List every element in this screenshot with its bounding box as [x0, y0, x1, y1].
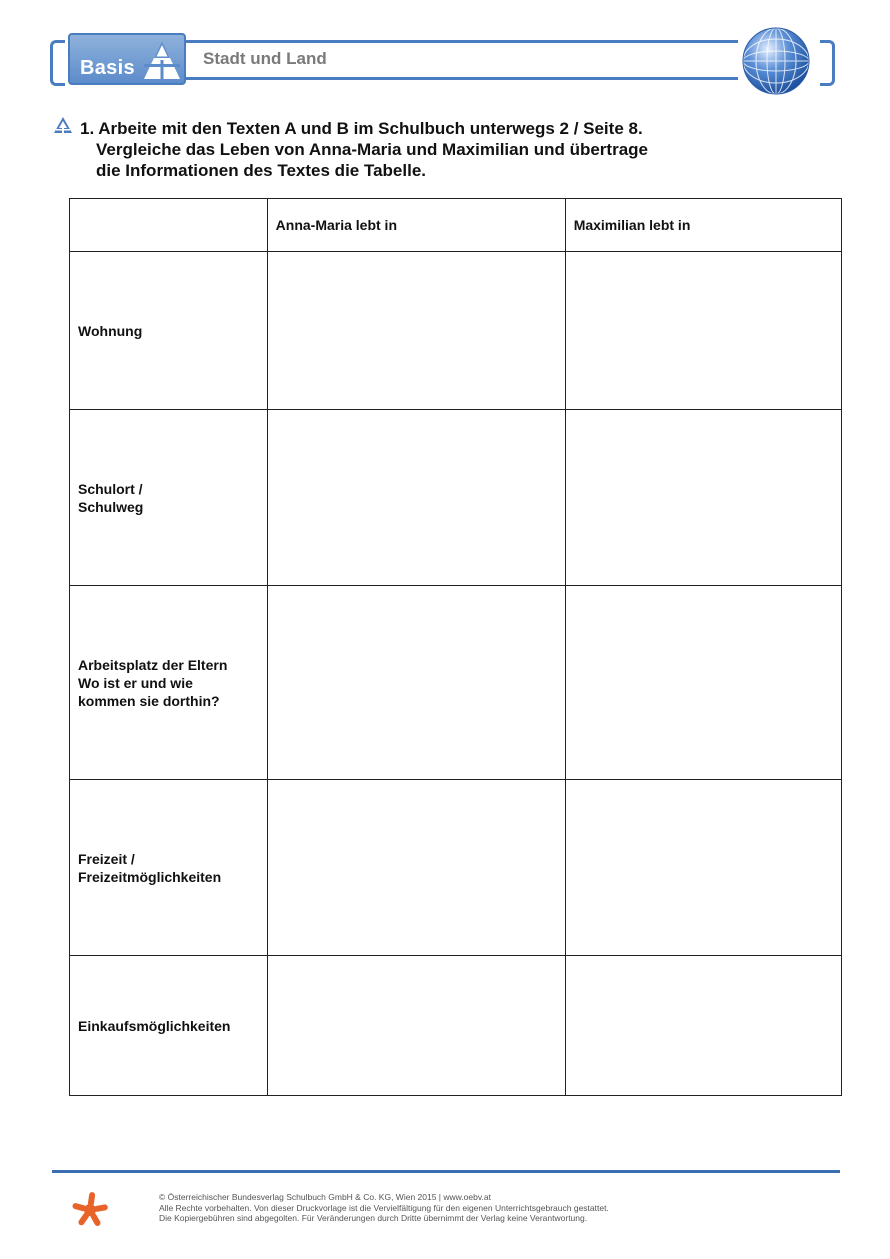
row-label-line: Arbeitsplatz der Eltern [78, 656, 228, 673]
header-cell-maximilian: Maximilian lebt in [565, 199, 841, 252]
row-label [70, 586, 268, 780]
footer-line: © Österreichischer Bundesverlag Schulbuch GmbH & Co. KG, Wien 2015 | www.oebv.at [159, 1192, 491, 1202]
row-label-line: kommen sie dorthin? [78, 692, 220, 709]
answer-cell-anna-maria[interactable] [267, 410, 565, 586]
basis-badge [68, 33, 186, 85]
answer-cell-maximilian[interactable] [565, 956, 841, 1096]
row-label [70, 410, 268, 586]
publisher-logo-icon [70, 1190, 110, 1230]
answer-cell-maximilian[interactable] [565, 252, 841, 410]
badge-label: Basis [80, 57, 135, 79]
task-line: Vergleiche das Leben von Anna-Maria und Maximilian und übertrage [96, 140, 648, 159]
answer-cell-maximilian[interactable] [565, 780, 841, 956]
header-cell-empty [70, 199, 268, 252]
table-row [70, 586, 842, 780]
answer-cell-anna-maria[interactable] [267, 780, 565, 956]
row-label [70, 780, 268, 956]
table-row [70, 956, 842, 1096]
footer-line: Alle Rechte vorbehalten. Von dieser Druckvorlage ist die Vervielfältigung für den eigenen Unterrichtsgebrauch gestattet. [159, 1202, 609, 1213]
row-label-line: Schulort / [78, 480, 143, 497]
footer-rule [52, 1170, 840, 1173]
task-line: die Informationen des Textes die Tabelle. [96, 161, 427, 180]
header-rule-bottom [186, 77, 738, 80]
row-label [70, 252, 268, 410]
row-label-line: Wo ist er und wie [78, 674, 193, 691]
header-bracket-right [820, 40, 835, 86]
table-row [70, 410, 842, 586]
footer-copyright [159, 1192, 609, 1224]
comparison-table [69, 198, 842, 1096]
answer-cell-maximilian[interactable] [565, 410, 841, 586]
page-title: Stadt und Land [203, 49, 327, 68]
header-rule-top [186, 40, 738, 43]
row-label [70, 956, 268, 1096]
row-label-line: Freizeit / [78, 850, 135, 867]
row-label-line: Freizeitmöglichkeiten [78, 868, 222, 885]
row-label-line: Einkaufsmöglichkeiten [78, 1017, 231, 1034]
answer-cell-maximilian[interactable] [565, 586, 841, 780]
basis-level-icon [140, 37, 184, 83]
globe-icon [740, 25, 812, 97]
task-level-icon [53, 116, 73, 134]
task-instructions [80, 118, 780, 181]
row-label-line: Schulweg [78, 498, 144, 515]
footer-line: Die Kopiergebühren sind abgegolten. Für Veränderungen durch Dritte übernimmt der Verlag keine Verantwortung. [159, 1213, 588, 1223]
header-cell-anna-maria: Anna-Maria lebt in [267, 199, 565, 252]
table-header-row [70, 199, 842, 252]
row-label-line: Wohnung [78, 322, 143, 339]
answer-cell-anna-maria[interactable] [267, 252, 565, 410]
answer-cell-anna-maria[interactable] [267, 956, 565, 1096]
table-row [70, 252, 842, 410]
header-bracket-left [50, 40, 65, 86]
table-row [70, 780, 842, 956]
task-line: 1. Arbeite mit den Texten A und B im Schulbuch unterwegs 2 / Seite 8. [80, 119, 643, 138]
answer-cell-anna-maria[interactable] [267, 586, 565, 780]
